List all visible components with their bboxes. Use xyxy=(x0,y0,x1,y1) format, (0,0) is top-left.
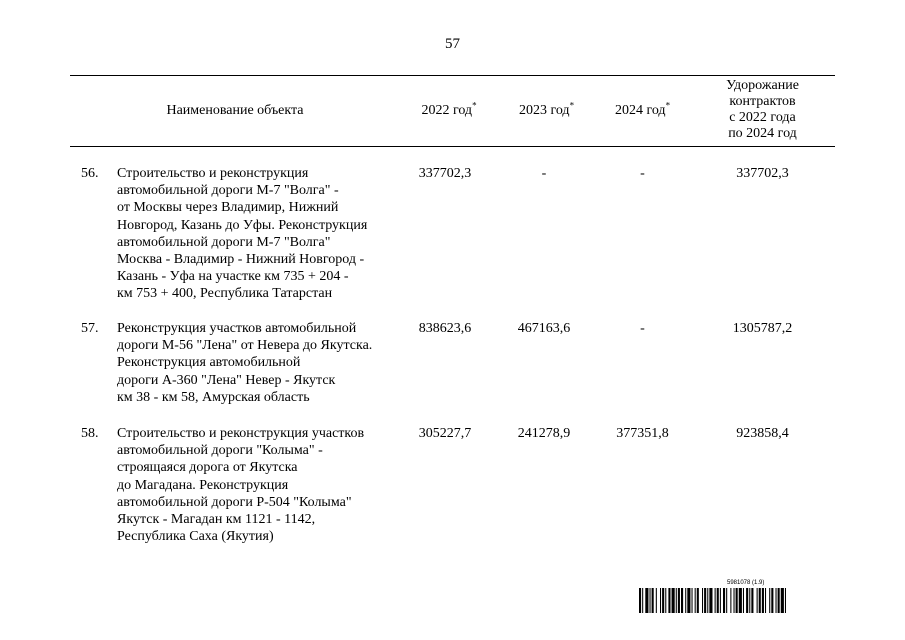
row-number: 57. xyxy=(81,321,99,336)
row-object-name: Строительство и реконструкция автомобильной дороги М-7 "Волга" - от Москвы через Владимир, Нижний Новгород, Казань до Уфы. Реконструкция автомобильной дороги М-7 "Волга" Москва - Владимир - Нижний Новгород - Казань - Уфа на участке км 735 + 204 - км 753 + 400, Республика Татарстан xyxy=(117,166,368,302)
barcode-caption: 5981078 (1.9) xyxy=(727,580,765,586)
row-value-2022: 838623,6 xyxy=(418,321,472,336)
row-value-2022: 305227,7 xyxy=(418,426,472,441)
footnote-mark: * xyxy=(472,100,477,111)
footnote-mark: * xyxy=(569,100,575,111)
row-object-name: Реконструкция участков автомобильной дороги М-56 "Лена" от Невера до Якутска. Реконструкция автомобильной дороги А-360 "Лена" Невер - Якутск км 38 - км 58, Амурская область xyxy=(117,321,373,405)
header-cost-increase: Удорожание контрактов с 2022 года по 2024 год xyxy=(726,78,799,141)
row-number: 58. xyxy=(81,426,99,441)
footnote-mark: * xyxy=(665,100,671,111)
row-value-increase: 923858,4 xyxy=(736,426,789,441)
table-top-rule xyxy=(70,75,835,76)
header-year-2023 xyxy=(498,100,595,119)
row-value-2024: 377351,8 xyxy=(616,426,669,441)
row-value-2023: - xyxy=(541,166,547,181)
header-year-2022-label: 2022 год xyxy=(421,103,473,118)
row-value-2024: - xyxy=(640,166,645,181)
row-value-2022: 337702,3 xyxy=(418,166,472,181)
row-value-increase: 337702,3 xyxy=(736,166,789,181)
table-header-rule xyxy=(70,146,835,147)
header-year-2024-label: 2024 год xyxy=(614,103,666,118)
document-barcode xyxy=(639,580,859,613)
header-object-name: Наименование объекта xyxy=(166,103,304,118)
header-year-2022 xyxy=(400,100,498,119)
page-number: 57 xyxy=(445,36,460,52)
row-value-2023: 241278,9 xyxy=(517,426,571,441)
barcode-icon xyxy=(639,588,859,613)
header-year-2024 xyxy=(595,100,690,119)
row-value-increase: 1305787,2 xyxy=(732,321,793,336)
row-value-2023: 467163,6 xyxy=(517,321,571,336)
row-object-name: Строительство и реконструкция участков автомобильной дороги "Колыма" - строящаяся дорога от Якутска до Магадана. Реконструкция автомобильной дороги Р-504 "Колыма" Якутск - Магадан км 1121 - 1142, Республика Саха (Якутия) xyxy=(117,426,365,545)
header-year-2023-label: 2023 год xyxy=(518,103,570,118)
row-value-2024: - xyxy=(640,321,645,336)
row-number: 56. xyxy=(81,166,99,181)
